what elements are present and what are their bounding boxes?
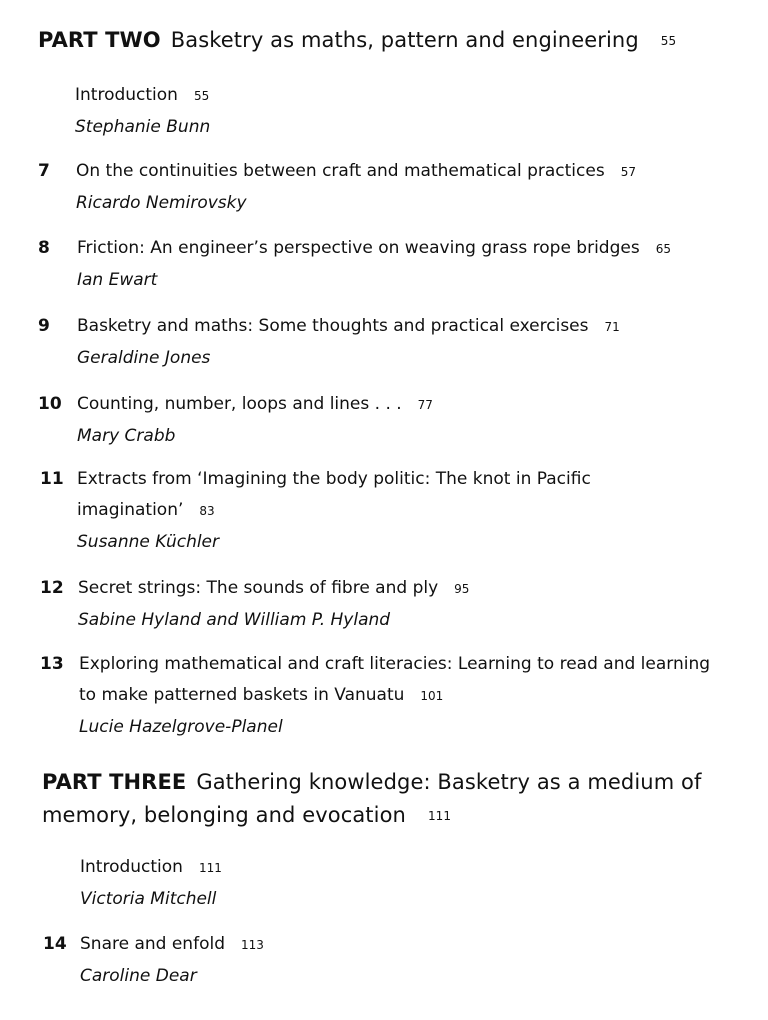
entry-author: Geraldine Jones xyxy=(77,348,211,368)
part-two-label: PART TWO xyxy=(38,28,161,52)
entry-author: Lucie Hazelgrove-Planel xyxy=(79,717,283,737)
entry-author: Mary Crabb xyxy=(77,426,176,446)
part-two-title: Basketry as maths, pattern and engineering xyxy=(170,28,639,52)
entry-title: On the continuities between craft and mathematical practices xyxy=(76,161,605,181)
entry-page: 95 xyxy=(454,582,470,596)
entry-page: 65 xyxy=(655,242,671,256)
entry-author: Ricardo Nemirovsky xyxy=(76,193,247,213)
entry-author: Stephanie Bunn xyxy=(75,117,211,137)
entry-title: Snare and enfold xyxy=(80,934,225,954)
entry-title: Introduction xyxy=(75,85,178,105)
chapter-number: 8 xyxy=(38,238,50,258)
part-two-heading xyxy=(38,24,728,58)
entry-page: 77 xyxy=(417,398,433,412)
chapter-number: 9 xyxy=(38,316,50,336)
entry-title: Secret strings: The sounds of fibre and ply xyxy=(78,578,439,598)
chapter-number: 7 xyxy=(38,161,50,181)
entry-author: Victoria Mitchell xyxy=(80,889,217,909)
entry-page: 113 xyxy=(240,938,264,952)
entry-author: Susanne Küchler xyxy=(77,532,220,552)
entry-page: 71 xyxy=(604,320,620,334)
part-two-page: 55 xyxy=(660,33,677,48)
entry-author: Caroline Dear xyxy=(80,966,197,986)
chapter-number: 13 xyxy=(40,654,64,674)
entry-title: Counting, number, loops and lines . . . xyxy=(77,394,402,414)
chapter-number: 11 xyxy=(40,469,64,489)
entry-page: 55 xyxy=(193,89,210,103)
entry-title: Exploring mathematical and craft literacies: Learning to read and learning to make patterned baskets in Vanuatu xyxy=(79,654,711,705)
part-three-heading xyxy=(42,766,722,833)
part-three-label: PART THREE xyxy=(42,770,187,794)
entry-page: 111 xyxy=(198,861,222,875)
chapter-number: 12 xyxy=(40,578,64,598)
part-three-title: Gathering knowledge: Basketry as a medium of memory, belonging and evocation xyxy=(42,770,702,827)
entry-page: 57 xyxy=(620,165,636,179)
entry-title: Extracts from ‘Imagining the body politic: The knot in Pacific imagination’ xyxy=(77,469,591,520)
entry-title: Basketry and maths: Some thoughts and practical exercises xyxy=(77,316,589,336)
part-three-page: 111 xyxy=(427,808,452,823)
entry-page: 101 xyxy=(420,689,444,703)
chapter-number: 14 xyxy=(43,934,67,954)
chapter-number: 10 xyxy=(38,394,62,414)
entry-page: 83 xyxy=(199,504,215,518)
entry-author: Sabine Hyland and William P. Hyland xyxy=(78,610,391,630)
entry-title: Friction: An engineer’s perspective on weaving grass rope bridges xyxy=(77,238,640,258)
entry-author: Ian Ewart xyxy=(77,270,158,290)
entry-title: Introduction xyxy=(80,857,183,877)
